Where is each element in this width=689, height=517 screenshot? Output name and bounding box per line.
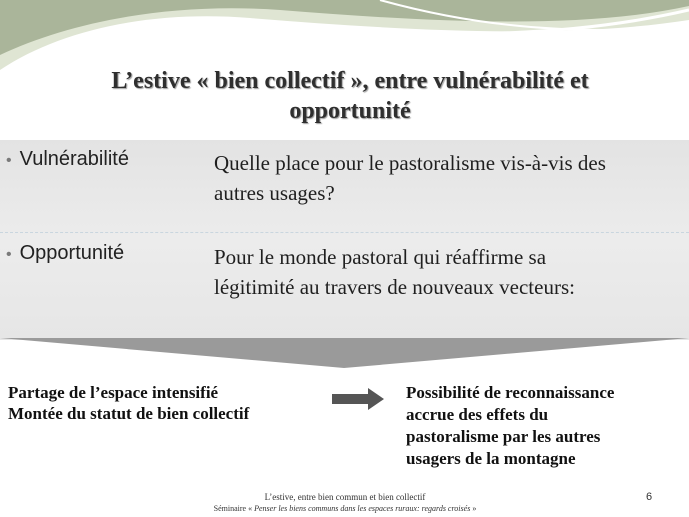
bullet-desc-line: Pour le monde pastoral qui réaffirme sa [214, 245, 547, 269]
bullet-dot-icon: • [6, 152, 12, 169]
right-block-line: accrue des effets du [406, 405, 549, 424]
slide-title [40, 66, 660, 126]
bullet-term [6, 242, 124, 265]
down-arrow-icon [0, 338, 689, 370]
title-line-2: opportunité [289, 98, 411, 124]
right-block-line: pastoralisme par les autres [406, 427, 601, 446]
left-text-block [8, 382, 249, 424]
title-line-1: L’estive « bien collectif », entre vulnérabilité et [111, 68, 589, 94]
footer-line-2 [150, 503, 540, 514]
footer-prefix: Séminaire « [213, 504, 255, 513]
bullet-term-label: Opportunité [19, 242, 125, 264]
bullet-desc-line: autres usages? [214, 181, 335, 205]
footer-seminar-title: Penser les biens communs dans les espaces ruraux: regards croisés [254, 504, 471, 513]
bullet-description [214, 242, 684, 302]
left-block-line: Montée du statut de bien collectif [8, 404, 250, 423]
right-block-line: Possibilité de reconnaissance [406, 383, 615, 402]
bullet-dot-icon: • [6, 246, 12, 263]
right-arrow-icon [332, 388, 384, 410]
footer-suffix: » [470, 504, 477, 513]
footer-line-1: L’estive, entre bien commun et bien collectif [264, 492, 426, 502]
bullet-term [6, 148, 129, 171]
bullet-desc-line: Quelle place pour le pastoralisme vis-à-vis des [214, 151, 606, 175]
divider [0, 232, 689, 233]
footer [150, 492, 540, 514]
bullet-description [214, 148, 684, 208]
bullet-term-label: Vulnérabilité [19, 148, 129, 170]
left-block-line: Partage de l’espace intensifié [8, 383, 219, 402]
page-number: 6 [646, 491, 653, 503]
bullet-desc-line: légitimité au travers de nouveaux vecteurs: [214, 275, 575, 299]
right-text-block [406, 382, 686, 470]
right-block-line: usagers de la montagne [406, 449, 576, 468]
